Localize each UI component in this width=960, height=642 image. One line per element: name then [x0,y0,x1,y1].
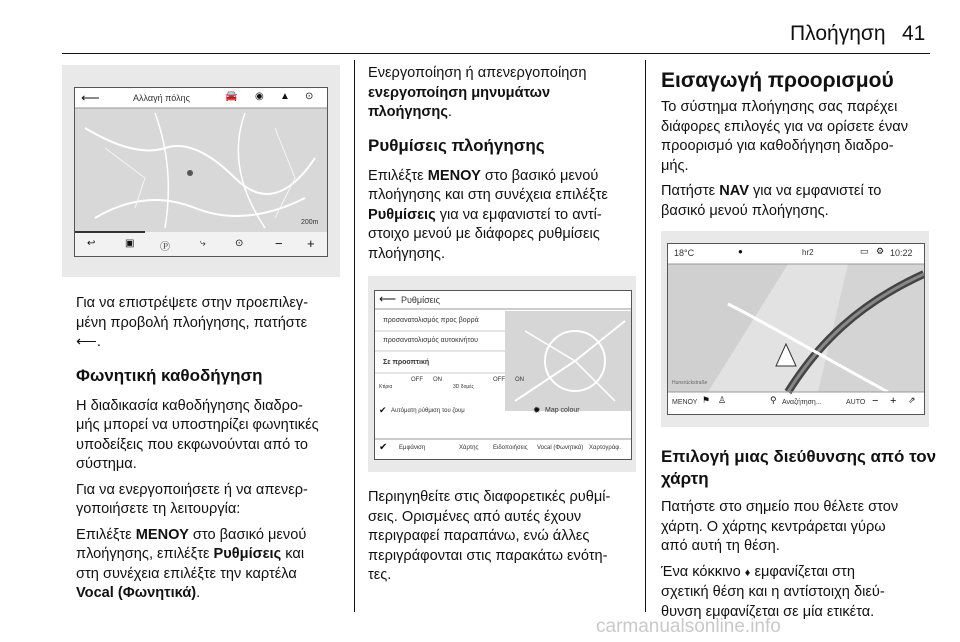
tab-mapping[interactable]: Χαρτογράφ. [589,445,621,451]
paragraph: Για να ενεργοποιήσετε ή να απενερ- [76,481,308,498]
paragraph: σχετική θέση και η αντίστοιχη διεύ- [661,584,885,600]
sun-icon: ✹ [533,405,541,415]
watermark: carmanualsonline.info [596,616,781,637]
car-icon[interactable]: 🚘 [225,91,238,102]
tab-display[interactable]: Εμφάνιση [399,445,426,451]
tab-vocal[interactable]: Vocal (Φωνητικά) [537,445,584,451]
tab-notifications[interactable]: Ειδοποιήσεις [493,445,528,451]
auto-zoom-label: Αυτόματη ρύθμιση του ζουμ [391,408,465,414]
temperature-readout: 18°C [674,248,695,258]
auto-zoom-button[interactable]: AUTO [846,399,866,406]
street-name: Hunsrückstraße [672,380,708,386]
column-1-text [76,294,346,604]
paragraph: πλοήγησης και στη συνέχεια επιλέξτε [368,187,608,203]
paragraph: σύστημα. [76,456,137,472]
settings-screen [374,290,632,460]
navigation-icon[interactable]: ▲ [280,91,290,102]
center-icon[interactable]: ⊙ [235,238,244,249]
paragraph: Η διαδικασία καθοδήγησης διαδρο- [76,397,303,414]
column-2-text [368,64,638,264]
person-icon[interactable]: ♙ [718,395,727,405]
search-input[interactable]: Αναζήτηση... [782,399,822,406]
clock: 10:22 [890,248,913,258]
back-arrow-icon: ⟵ [76,334,97,350]
toggle-on-label[interactable]: ON [515,377,524,383]
map-graphic [75,88,327,256]
setting-option-heading-up[interactable]: προσανατολισμός αυτοκινήτου [383,337,478,344]
paragraph: από αυτή τη θέση. [661,538,780,554]
checkmark-icon[interactable]: ✔ [379,405,387,415]
zoom-in-icon[interactable]: + [307,236,315,251]
menu-button[interactable]: ΜΕΝΟΥ [672,399,698,406]
paragraph: Επιλέξτε ΜΕΝΟΥ στο βασικό μενού [76,526,307,543]
poi-icon[interactable]: ◉ [255,91,264,102]
location-pin-icon: ● [738,247,743,256]
fuel-icon[interactable]: ▣ [125,238,135,249]
toggle-off-label[interactable]: OFF [411,377,423,383]
return-icon[interactable]: ↩ [87,238,96,249]
route-options-icon[interactable]: ⇗ [908,395,916,405]
paragraph: μής μπορεί να υποστηρίζει φωνητικές [76,417,319,433]
parking-icon[interactable]: Ⓟ [160,242,170,253]
toggle-on-label[interactable]: ON [433,377,442,383]
paragraph: Περιηγηθείτε στις διαφορετικές ρυθμί- [368,489,611,505]
map-scale: 200m [301,219,319,226]
paragraph: πλοήγησης, επιλέξτε Ρυθμίσεις και [76,546,305,562]
zoom-in-icon[interactable]: + [890,395,897,407]
paragraph: Ρυθμίσεις για να εμφανιστεί το αντί- [368,206,602,223]
section-heading: Φωνητική καθοδήγηση [76,365,263,385]
paragraph: Πατήστε NAV για να εμφανιστεί το [661,183,882,199]
toggle-label-3d: 3D δομές [453,384,474,390]
paragraph: Vocal (Φωνητικά). [76,585,201,601]
toggle-label-buildings: Κτίρια [379,384,393,390]
setting-option-perspective[interactable]: Σε προοπτική [383,359,430,366]
options-icon[interactable]: ⊙ [305,91,314,102]
paragraph: Το σύστημα πλοήγησης σας παρέχει [661,99,898,115]
column-divider [354,60,355,612]
checkmark-icon[interactable]: ✔ [379,442,388,453]
paragraph: προορισμό για καθοδήγηση διαδρο- [661,138,894,154]
setting-option-north-up[interactable]: προσανατολισμός προς βορρά [383,317,479,324]
back-arrow-icon[interactable]: ⟵ [379,292,397,306]
map-pin-icon: ♦ [744,566,751,579]
toggle-off-label[interactable]: OFF [493,377,505,383]
page-header-title: Πλοήγηση [790,22,886,45]
map-screen-title: Αλλαγή πόλης [133,93,190,103]
page-number: 41 [902,22,926,45]
paragraph: ⟵. [76,334,101,350]
back-arrow-icon[interactable]: ⟵ [81,90,100,105]
paragraph: Επιλέξτε ΜΕΝΟΥ στο βασικό μενού [368,167,599,184]
settings-screenshot-figure [368,276,636,472]
paragraph: πλοήγησης. [368,104,452,120]
section-heading: Επιλογή μιας διεύθυνσης από τον [661,447,937,466]
map-screen [74,87,328,257]
tab-map[interactable]: Χάρτης [459,445,479,451]
section-heading: χάρτη [661,469,709,488]
section-heading: Εισαγωγή προορισμού [661,69,894,92]
paragraph: βασικό μενού πλοήγησης. [661,202,829,219]
nav-screenshot-figure [661,231,929,427]
heading-readout: hr2 [802,248,814,257]
map-colour-option[interactable]: Map colour [545,407,580,414]
paragraph: σεις. Ορισμένες από αυτές έχουν [368,508,582,525]
header-rule [62,53,930,54]
paragraph: Ένα κόκκινο ♦ εμφανίζεται στη [661,563,855,580]
paragraph: στοιχο μενού με διάφορες ρυθμίσεις [368,226,600,242]
map-screenshot-figure [62,65,340,277]
zoom-out-icon[interactable]: − [872,395,879,407]
message-icon[interactable]: ▭ [860,246,869,256]
search-icon[interactable]: ⚲ [770,395,777,405]
paragraph: μένη προβολή πλοήγησης, πατήστε [76,314,308,331]
paragraph: περιγραφεί παραπάνω, ενώ άλλες [368,528,590,544]
paragraph: μής. [661,157,689,174]
settings-screen-title: Ρυθμίσεις [401,295,441,305]
flag-icon[interactable]: ⚑ [702,395,711,405]
paragraph: διάφορες επιλογές για να ορίσετε έναν [661,118,909,135]
nav-map-graphic [668,244,924,414]
column-divider [645,60,646,612]
paragraph: χάρτη. Ο χάρτης κεντράρεται γύρω [661,518,886,535]
paragraph: Πατήστε στο σημείο που θέλετε στον [661,499,899,515]
paragraph: γοποιήσετε τη λειτουργία: [76,501,241,517]
column-2-text-bottom [368,488,638,586]
paragraph: θυνση εμφανίζεται σε μία ετικέτα. [661,603,875,620]
column-3-text-bottom [661,446,941,622]
paragraph: Ενεργοποίηση ή απενεργοποίηση [368,65,587,81]
gear-icon[interactable]: ⚙ [876,246,885,256]
paragraph: ενεργοποίηση μηνυμάτων [368,84,551,101]
column-3-text [661,68,941,221]
nav-screen [667,243,925,415]
section-heading: Ρυθμίσεις πλοήγησης [368,135,545,155]
paragraph: πλοήγησης. [368,245,446,262]
paragraph: στη συνέχεια επιλέξτε την καρτέλα [76,565,297,582]
paragraph: περιγράφονται στις παρακάτω ενότη- [368,547,608,564]
route-icon[interactable]: ⤷ [200,238,206,249]
paragraph: Για να επιστρέψετε στην προεπιλεγ- [76,295,309,311]
paragraph: τες. [368,567,392,583]
paragraph: υποδείξεις που εκφωνούνται από το [76,436,309,453]
zoom-out-icon[interactable]: − [275,236,283,251]
